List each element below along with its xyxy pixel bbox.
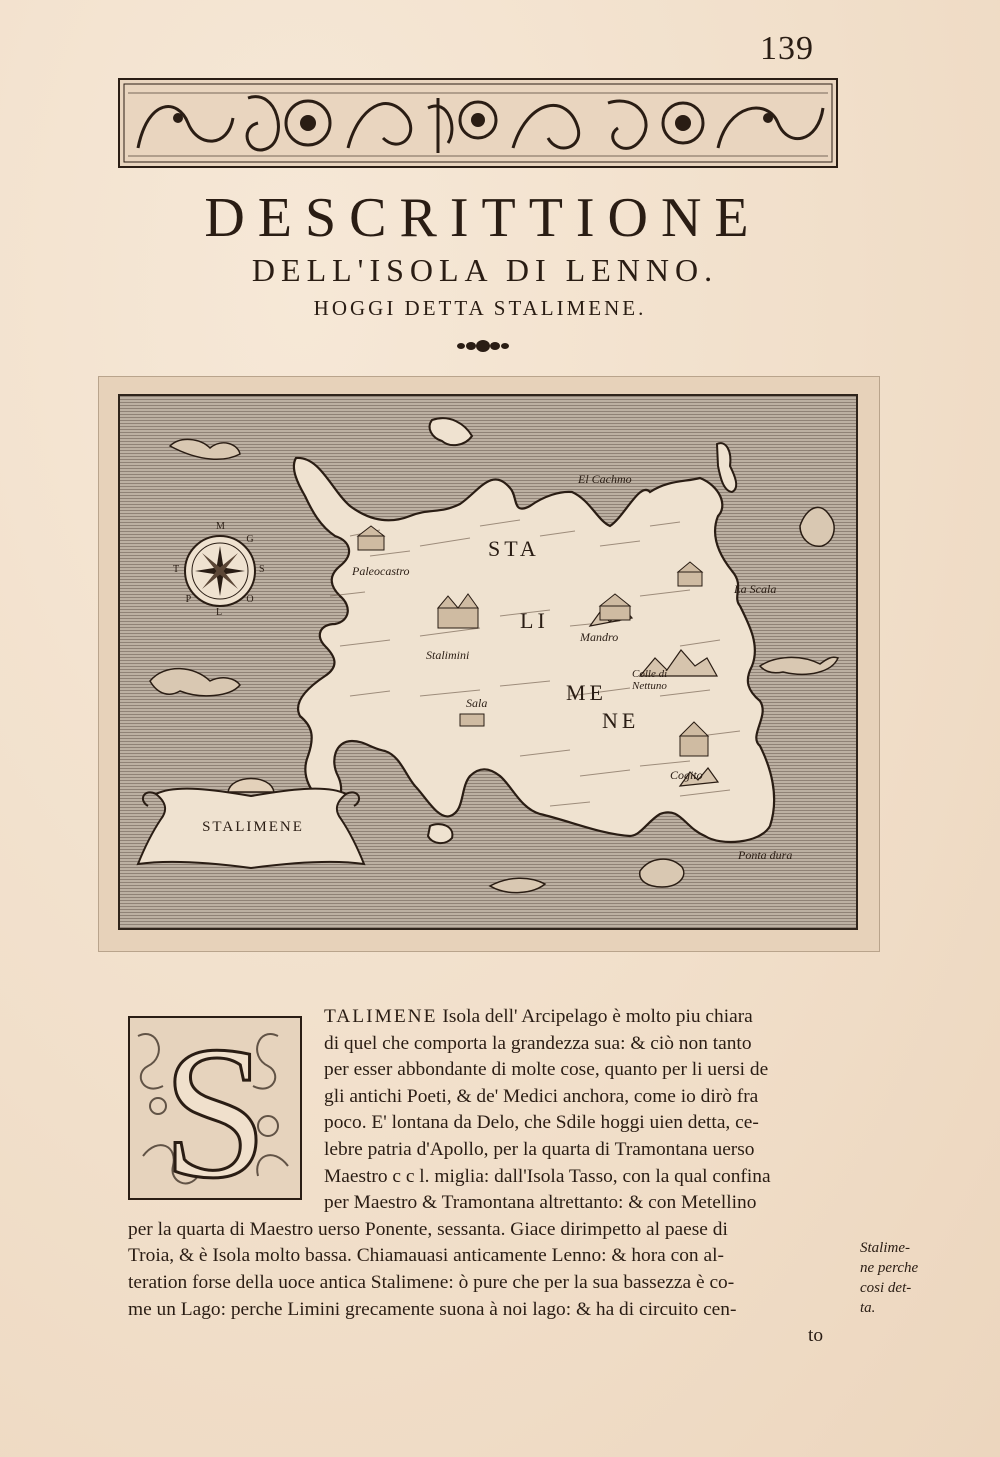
place-mandro: Mandro: [580, 630, 619, 644]
decorated-initial-s: [128, 1016, 302, 1200]
compass-letter: G: [246, 533, 254, 545]
compass-rose: [185, 533, 255, 606]
margin-note-line-2: ne perche: [860, 1260, 919, 1276]
svg-text:S: S: [162, 1016, 268, 1200]
islet-north: [430, 418, 472, 445]
body-line-12: me un Lago: perche Limini grecamente suona à noi lago: & ha di circuito cen-: [128, 1298, 737, 1320]
compass-letter: S: [259, 564, 265, 575]
body-line-8: per Maestro & Tramontana altrettanto: & con Metellino: [324, 1192, 757, 1214]
compass-letter: T: [173, 564, 180, 575]
place-ponta-dura: Ponta dura: [738, 848, 793, 862]
title-descrittione: DESCRITTIONE: [204, 187, 762, 249]
place-sala: Sala: [466, 696, 488, 710]
title-isola-di-lenno: DELL'ISOLA DI LENNO.: [251, 252, 719, 288]
body-line-5: poco. E' lontana da Delo, che Sdile hoggi uien detta, ce-: [324, 1112, 759, 1134]
body-line-13-catchword: to: [808, 1325, 824, 1347]
title-ornament: [455, 336, 511, 356]
compass-letter: O: [246, 594, 254, 606]
compass-letter: P: [185, 594, 192, 606]
islet-northeast: [717, 443, 736, 492]
place-la-scala: La Scala: [734, 582, 777, 596]
cartouche-title: STALIMENE: [202, 819, 304, 835]
place-paleocastro: Paleocastro: [352, 564, 410, 578]
body-line-1: [324, 1004, 753, 1031]
body-line-1-rest: Isola dell' Arcipelago è molto piu chiara: [437, 1006, 753, 1027]
lead-word: TALIMENE: [324, 1006, 438, 1027]
islet-south: [428, 824, 452, 843]
body-line-2: di quel che comporta la grandezza sua: & ciò non tanto: [324, 1032, 752, 1054]
body-line-11: teration forse della uoce antica Stalimene: ò pure che per la sua bassezza è co-: [128, 1272, 735, 1293]
body-line-9: per la quarta di Maestro uerso Ponente, sessanta. Giace dirimpetto al paese di: [128, 1218, 728, 1240]
body-line-4: gli antichi Poeti, & de' Medici anchora, come io dirò fra: [324, 1085, 759, 1107]
margin-note: [860, 1238, 950, 1318]
body-line-6: lebre patria d'Apollo, per la quarta di Tramontana uerso: [324, 1139, 755, 1160]
body-line-3: per esser abbondante di molte cose, quanto per li uersi de: [324, 1059, 769, 1081]
island-label-sta: STA: [488, 536, 540, 561]
page-number: 139: [760, 30, 814, 67]
body-line-7: Maestro c c l. miglia: dall'Isola Tasso, con la qual confina: [324, 1165, 771, 1187]
compass-letter: L: [216, 607, 223, 618]
margin-note-line-3: cosi det-: [860, 1280, 912, 1296]
margin-note-line-4: ta.: [860, 1300, 876, 1316]
title-hoggi-detta: HOGGI DETTA STALIMENE.: [313, 296, 647, 320]
place-cogito: Cogito: [670, 768, 703, 782]
compass-letter: M: [216, 521, 225, 532]
island-label-li: LI: [520, 608, 549, 633]
place-stalimini: Stalimini: [426, 648, 470, 662]
headpiece-ornament: [118, 78, 838, 168]
body-line-10: Troia, & è Isola molto bassa. Chiamauasi anticamente Lenno: & hora con al-: [128, 1245, 724, 1267]
place-colle-di-nettuno: Colle di Nettuno: [632, 668, 668, 692]
island-label-ne: NE: [602, 708, 640, 733]
margin-note-line-1: Stalime-: [860, 1240, 910, 1256]
place-el-cachmo: El Cachmo: [578, 472, 632, 486]
island-label-me: ME: [566, 680, 607, 705]
